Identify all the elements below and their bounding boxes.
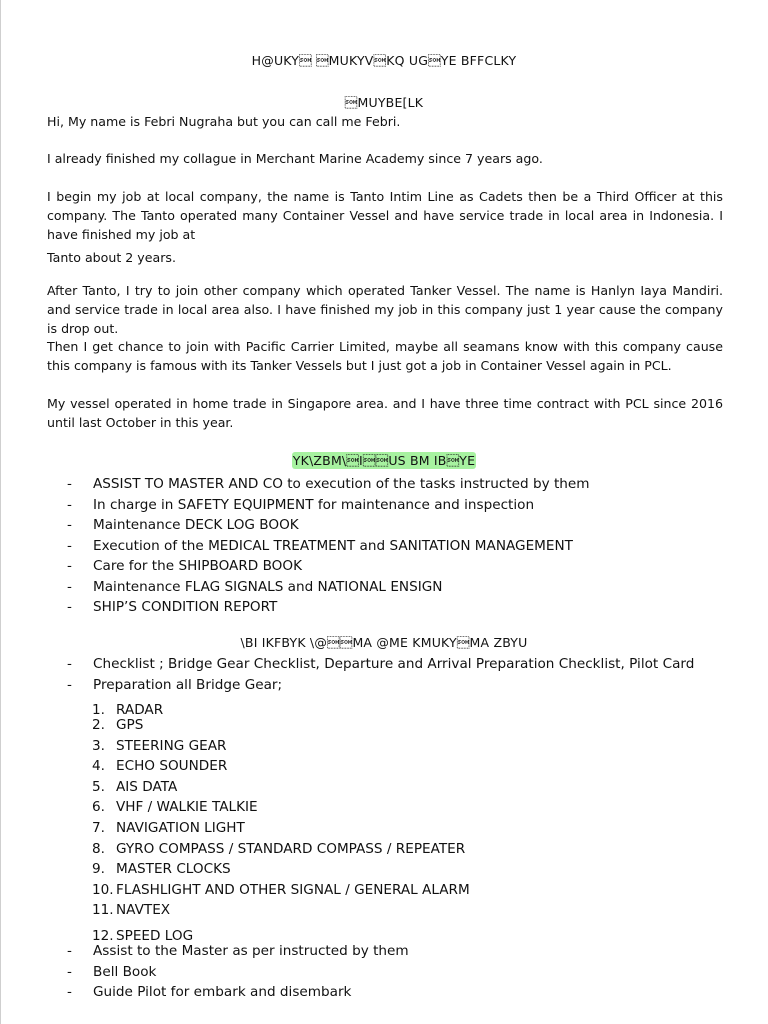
bullet-dash: -: [67, 656, 72, 672]
gear-item-text: ECHO SOUNDER: [116, 758, 228, 774]
gear-number: 1.: [92, 702, 105, 718]
paragraph-tanto-duration: Tanto about 2 years.: [47, 250, 176, 265]
gear-item-text: GYRO COMPASS / STANDARD COMPASS / REPEATER: [116, 841, 466, 857]
list-item: [67, 654, 694, 675]
list-item: [67, 474, 590, 495]
gear-number: 3.: [92, 738, 105, 754]
list-item-text: Assist to the Master as per instructed by them: [93, 943, 409, 959]
gear-number: 2.: [92, 717, 105, 733]
gear-item-text: STEERING GEAR: [116, 738, 227, 754]
gear-item-text: FLASHLIGHT AND OTHER SIGNAL / GENERAL ALARM: [116, 882, 470, 898]
list-item: [67, 577, 590, 598]
paragraph-pcl: Then I get chance to join with Pacific Carrier Limited, maybe all seamans know with this company cause this company is famous with its Tanker Vessels but I just got a job in Container Vessel again in PCL.: [47, 339, 723, 373]
paragraph-intro: Hi, My name is Febri Nugraha but you can call me Febri.: [47, 114, 401, 129]
list-item-text: Maintenance FLAG SIGNALS and NATIONAL ENSIGN: [93, 578, 443, 595]
list-item-text: Maintenance DECK LOG BOOK: [93, 517, 299, 533]
list-item-text: Bell Book: [93, 963, 157, 980]
gear-number: 5.: [92, 779, 105, 795]
bridge-heading: \BI IKFBYK \@MA @ME KMUKYMA ZBYU: [240, 635, 528, 650]
list-item: [67, 941, 409, 962]
gear-item: [92, 777, 177, 798]
bridge-list: [67, 654, 694, 695]
gear-item-text: NAVTEX: [116, 902, 171, 918]
list-item: [67, 675, 694, 696]
gear-number: 7.: [92, 820, 105, 836]
bullet-dash: -: [67, 496, 72, 513]
list-item-text: In charge in SAFETY EQUIPMENT for maintenance and inspection: [93, 496, 535, 513]
list-item: [67, 495, 590, 516]
paragraph-vessel: My vessel operated in home trade in Singapore area. and I have three time contract with PCL since 2016 until last October in this year.: [47, 396, 723, 430]
gear-number: 12.: [92, 928, 114, 944]
gear-item-text: GPS: [116, 717, 144, 733]
gear-number: 6.: [92, 799, 105, 815]
gear-number: 8.: [92, 841, 105, 857]
document-title: H@UKY MUKYVKQ UGYE BFFCLKY: [251, 53, 517, 68]
bullet-dash: -: [67, 558, 72, 574]
gear-number: 4.: [92, 758, 105, 774]
duties-list: [67, 474, 590, 618]
list-item-text: Checklist ; Bridge Gear Checklist, Departure and Arrival Preparation Checklist, Pilot Card: [93, 656, 695, 672]
list-item-text: Execution of the MEDICAL TREATMENT and SANITATION MANAGEMENT: [93, 537, 573, 554]
document-subtitle: MUYBE[LK: [344, 95, 424, 110]
list-item: [67, 515, 590, 536]
bullet-dash: -: [67, 963, 72, 980]
list-item: [67, 597, 590, 618]
final-list: [67, 941, 409, 1003]
gear-item-text: SPEED LOG: [116, 928, 194, 944]
gear-number: 9.: [92, 861, 105, 877]
paragraph-academy: I already finished my collague in Merchant Marine Academy since 7 years ago.: [47, 151, 543, 166]
gear-number: 10.: [92, 882, 114, 898]
list-item-text: Care for the SHIPBOARD BOOK: [93, 558, 302, 574]
gear-item: [92, 818, 245, 839]
bullet-dash: -: [67, 537, 72, 554]
duties-heading: YK\ZBM\IUS BM IBYE: [292, 453, 476, 468]
list-item-text: Guide Pilot for embark and disembark: [93, 984, 352, 1000]
gear-number: 11.: [92, 902, 114, 918]
bullet-dash: -: [67, 676, 72, 693]
gear-item: [92, 756, 227, 777]
gear-item-text: AIS DATA: [116, 779, 178, 795]
bullet-dash: -: [67, 476, 72, 492]
list-item-text: SHIP’S CONDITION REPORT: [93, 599, 278, 615]
paragraph-hanlyn: After Tanto, I try to join other company which operated Tanker Vessel. The name is Hanlyn Iaya Mandiri. and service trade in local area also. I have finished my job in this company just 1 year cause the company is drop out.: [47, 283, 723, 336]
gear-item-text: MASTER CLOCKS: [116, 861, 231, 877]
gear-item-text: NAVIGATION LIGHT: [116, 820, 245, 836]
gear-item: [92, 859, 231, 880]
gear-item: [92, 715, 143, 736]
gear-item: [92, 839, 465, 860]
gear-item: [92, 880, 470, 901]
list-item: [67, 962, 409, 983]
paragraph-tanto: I begin my job at local company, the name is Tanto Intim Line as Cadets then be a Third Officer at this company. The Tanto operated many Container Vessel and have service trade in local area in Indonesia. I have finished my job at: [47, 189, 723, 242]
list-item-text: ASSIST TO MASTER AND CO to execution of the tasks instructed by them: [93, 476, 590, 492]
bullet-dash: -: [67, 517, 72, 533]
bullet-dash: -: [67, 984, 72, 1000]
list-item: [67, 556, 590, 577]
gear-item: [92, 900, 170, 921]
gear-item-text: RADAR: [116, 702, 164, 718]
gear-item: [92, 797, 258, 818]
list-item-text: Preparation all Bridge Gear;: [93, 676, 283, 693]
list-item: [67, 982, 409, 1003]
gear-item: [92, 736, 226, 757]
bullet-dash: -: [67, 578, 72, 595]
bullet-dash: -: [67, 599, 72, 615]
list-item: [67, 536, 590, 557]
bullet-dash: -: [67, 943, 72, 959]
gear-item-text: VHF / WALKIE TALKIE: [116, 799, 258, 815]
